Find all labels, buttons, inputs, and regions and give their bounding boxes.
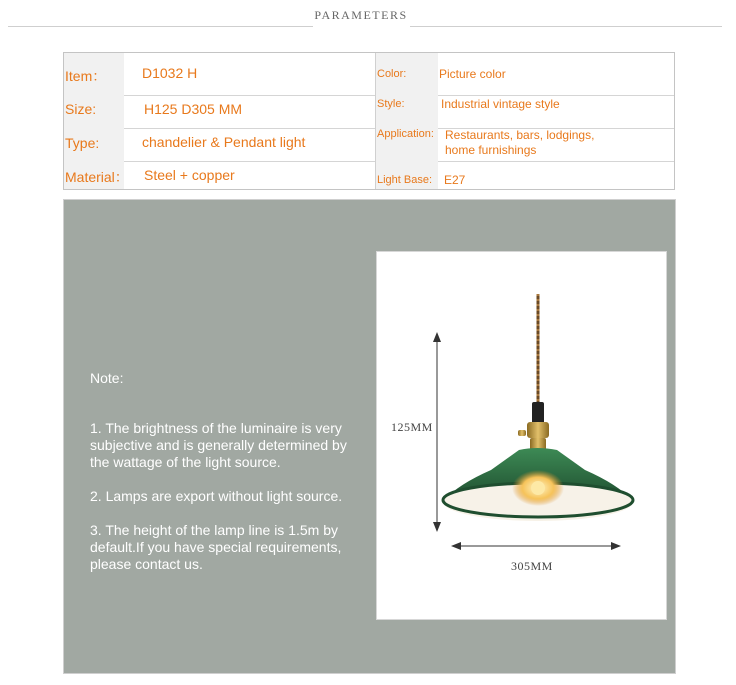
param-label-type: Type: bbox=[65, 135, 100, 151]
header-divider-left bbox=[8, 26, 313, 27]
param-label-item: Item： bbox=[65, 68, 107, 84]
width-dimension-label: 305MM bbox=[511, 559, 553, 573]
param-row-light-base bbox=[376, 161, 674, 189]
section-header bbox=[0, 0, 736, 32]
param-value-style: Industrial vintage style bbox=[441, 97, 560, 111]
param-row-application bbox=[376, 128, 674, 162]
param-row-size bbox=[64, 95, 375, 129]
param-value-size: H125 D305 MM bbox=[144, 101, 243, 117]
header-divider-right bbox=[410, 26, 722, 27]
param-row-style bbox=[376, 95, 674, 129]
param-value-type: chandelier & Pendant light bbox=[142, 134, 306, 150]
note-panel bbox=[63, 199, 676, 674]
param-label-style: Style: bbox=[377, 98, 405, 110]
height-dimension bbox=[433, 332, 441, 532]
param-row-item bbox=[64, 53, 375, 96]
lamp-dimension-diagram bbox=[377, 252, 666, 619]
param-value-application-line1: Restaurants, bars, lodgings, bbox=[445, 128, 595, 142]
param-row-material bbox=[64, 161, 375, 189]
product-dimension-image bbox=[376, 251, 667, 620]
parameters-right-column bbox=[376, 53, 674, 189]
param-label-color: Color: bbox=[377, 68, 407, 80]
param-value-light-base: E27 bbox=[444, 173, 466, 187]
param-row-color bbox=[376, 53, 674, 96]
lamp-shade bbox=[443, 448, 633, 521]
param-value-item: D1032 H bbox=[142, 65, 198, 81]
param-value-application-line2: home furnishings bbox=[445, 143, 537, 157]
param-label-application: Application: bbox=[377, 128, 434, 140]
height-dimension-label: 125MM bbox=[391, 420, 433, 434]
param-label-material: Material： bbox=[65, 169, 129, 185]
note-title: Note: bbox=[90, 370, 124, 386]
param-label-size: Size: bbox=[65, 101, 97, 117]
lamp-holder bbox=[518, 402, 549, 452]
note-item-3: 3. The height of the lamp line is 1.5m by default.If you have special requirements, please contact us. bbox=[90, 522, 342, 572]
param-value-material: Steel + copper bbox=[144, 167, 235, 183]
width-dimension bbox=[451, 542, 621, 550]
param-value-color: Picture color bbox=[439, 67, 506, 81]
note-item-2: 2. Lamps are export without light source. bbox=[90, 488, 343, 504]
parameters-left-column bbox=[64, 53, 375, 189]
param-label-light-base: Light Base: bbox=[377, 174, 433, 186]
section-title: PARAMETERS bbox=[314, 8, 408, 22]
parameters-table bbox=[63, 52, 675, 190]
param-row-type bbox=[64, 128, 375, 162]
note-item-1: 1. The brightness of the luminaire is very subjective and is generally determined by the wattage of the light source. bbox=[90, 420, 347, 470]
